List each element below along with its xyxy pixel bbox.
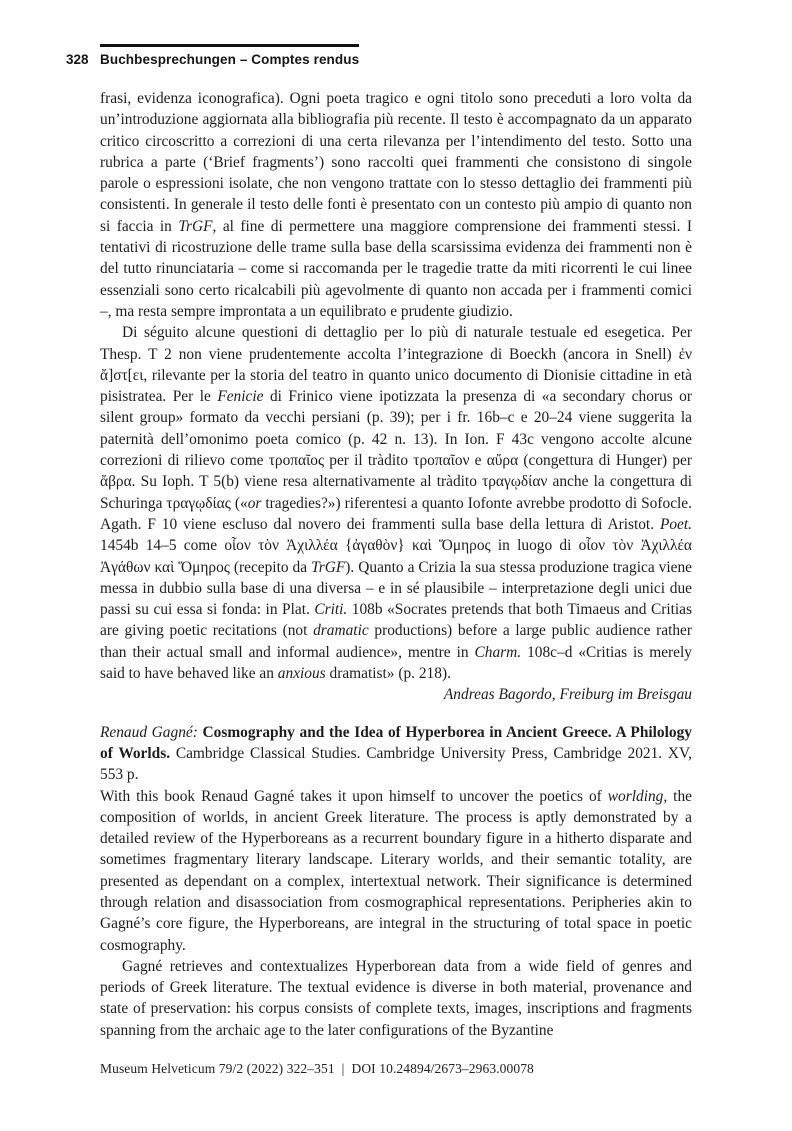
- doi-text: DOI 10.24894/2673–2963.00078: [351, 1061, 534, 1076]
- page-header: [66, 44, 692, 67]
- book-review-heading: Renaud Gagné: Cosmography and the Idea of Hyperborea in Ancient Greece. A Philology of Worlds. Cambridge Classical Studies. Cambridge University Press, Cambridge 2021. XV, 553 p.: [100, 723, 692, 784]
- footer-separator: |: [341, 1061, 345, 1076]
- running-head-text: Buchbesprechungen – Comptes rendus: [100, 52, 360, 67]
- page-footer: [100, 1061, 534, 1077]
- journal-citation: Museum Helveticum 79/2 (2022) 322–351: [100, 1061, 335, 1076]
- review-bagordo-paragraph-1: frasi, evidenza iconografica). Ogni poeta tragico e ogni titolo sono preceduti a loro volta da un’introduzione aggiornata alla bibliografia più recente. Il testo è accompagnato da un apparato critico circoscritto a correzioni di una certa rilevanza per l’intendimento del testo. Sotto una rubrica a parte (‘Brief fragments’) sono raccolti quei frammenti che consistono di singole parole o espressioni isolate, che non vengono trattate con lo stesso dettaglio dei frammenti più consistenti. In generale il testo delle fonti è presentato con un contesto più ampio di quanto non si faccia in TrGF, al fine di permettere una maggiore comprensione dei frammenti stessi. I tentativi di ricostruzione delle trame sulla base della scarsissima evidenza dei frammenti non è del tutto rinunciataria – come si raccomanda per le tragedie tratte da miti ricorrenti le cui linee essenziali sono certo ricalcabili più agevolmente di quanto non accada per i frammenti comici –, ma resta sempre improntata a un equilibrato e prudente giudizio.: [100, 90, 692, 320]
- reviewer-signature: Andreas Bagordo, Freiburg im Breisgau: [443, 686, 692, 704]
- page-number: 328: [66, 52, 89, 67]
- review-bagordo-paragraph-2: Di séguito alcune questioni di dettaglio per lo più di naturale testuale ed esegetica. Per Thesp. T 2 non viene prudentemente accolta l’integrazione di Boeckh (ancora in Snell) ἐν ἄ]στ[ει, rilevante per la storia del teatro in quanto unico documento di Dionisie cittadine in età pisistratea. Per le Fenicie di Frinico viene ipotizzata la presenza di «a secondary chorus or silent group» formato da vecchi persiani (p. 39); per i fr. 16b–c e 20–24 viene suggerita la paternità dell’omonimo poeta comico (p. 42 n. 13). In Ion. F 43c vengono accolte alcune correzioni di rilievo come τροπαῖος per il tràdito τροπαῖον e αὔρα (congettura di Hunger) per ἄβρα. Su Ioph. T 5(b) viene resa alternativamente al tràdito τραγῳδίαν anche la congettura di Schuringa τραγῳδίας («or tragedies?») riferentesi a quanto Iofonte avrebbe prodotto di Sofocle. Agath. F 10 viene escluso dal novero dei frammenti sulla base della lettura di Aristot. Poet. 1454b 14–5 come οἷον τὸν Ἀχιλλέα {ἀγαθὸν} καὶ Ὅμηρος in luogo di οἷον τὸν Ἀχιλλέα Ἀγάθων καὶ Ὅμηρος (recepito da TrGF). Quanto a Crizia la sua stessa produzione tragica viene messa in dubbio sulla base di una diversa – e in sé plausibile – interpretazione degli unici due passi su cui essa si fonda: in Plat. Criti. 108b «Socrates pretends that both Timaeus and Critias are giving poetic recitations (not dramatic productions) before a large public audience rather than their actual small and informal audience», mentre in Charm. 108c–d «Critias is merely said to have behaved like an anxious dramatist» (p. 218).: [100, 324, 693, 683]
- running-head: [100, 44, 359, 67]
- review-gagne-paragraph-2: Gagné retrieves and contextualizes Hyperborean data from a wide field of genres and periods of Greek literature. The textual evidence is diverse in both material, provenance and state of preservation: his corpus consists of complete texts, images, inscriptions and fragments spanning from the archaic age to the later configurations of the Byzantine: [100, 957, 692, 1039]
- review-gagne-paragraph-1: With this book Renaud Gagné takes it upon himself to uncover the poetics of worlding, the composition of worlds, in ancient Greek literature. The process is aptly demonstrated by a detailed review of the Hyperboreans as a recurrent boundary figure in a hitherto disparate and sometimes fragmentary literary landscape. Literary worlds, and their semantic totality, are presented as dependant on a complex, intertextual network. Their significance is determined through relation and disassociation from cosmographical representations. Peripheries akin to Gagné’s core figure, the Hyperboreans, are integral in the structuring of total space in poetic cosmography.: [100, 787, 692, 954]
- page-body: [100, 88, 692, 1041]
